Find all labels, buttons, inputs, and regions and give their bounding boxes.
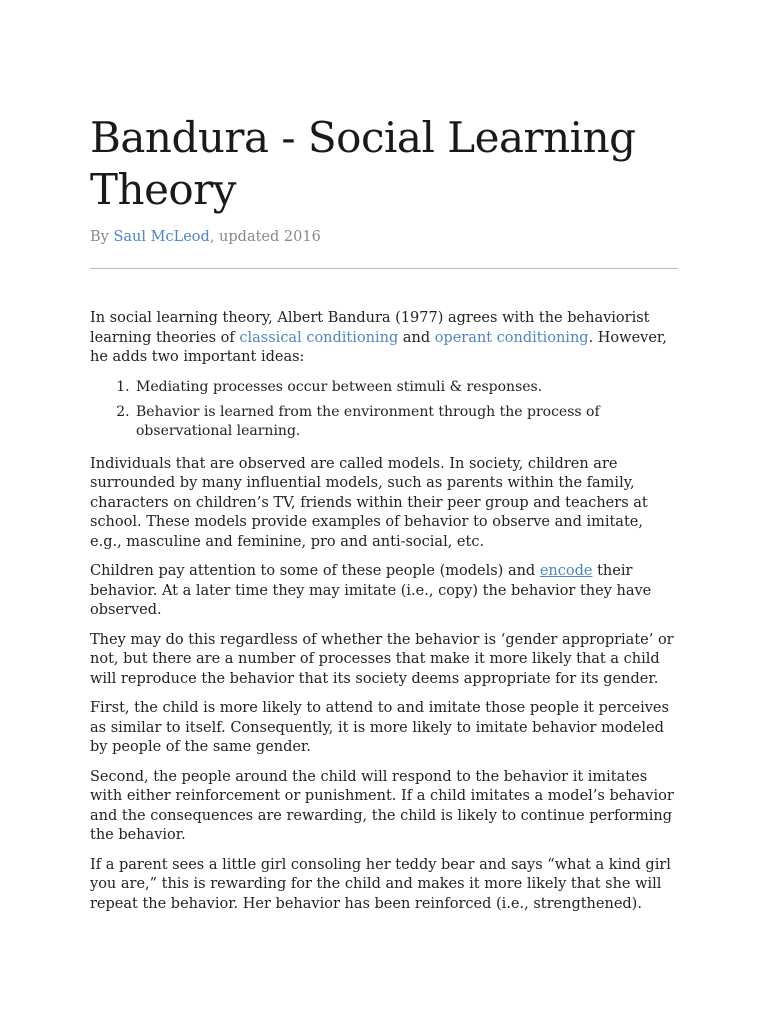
example-paragraph: If a parent sees a little girl consoling her teddy bear and says “what a kind girl you are,” this is rewarding for the child and makes it more likely that she will repeat the behavior. Her behavior has been reinforced (i.e., strengthened).: [90, 856, 671, 912]
models-paragraph: Individuals that are observed are called models. In society, children are surrounded by many influential models, such as parents within the family, characters on children’s TV, friends within their peer group and teachers at school. These models provide examples of behavior to observe and imitate, e.g., masculine and feminine, pro and anti-social, etc.: [90, 455, 648, 550]
similarity-paragraph: First, the child is more likely to attend to and imitate those people it perceives as similar to itself. Consequently, it is more likely to imitate behavior modeled by people of the same gender.: [90, 700, 669, 755]
divider: [90, 268, 678, 269]
intro-text-3: . However, he adds two important ideas:: [90, 329, 667, 365]
page-title: Bandura - Social Learning Theory: [90, 113, 636, 214]
intro-paragraph: [90, 309, 678, 368]
attention-text-2: their behavior. At a later time they may imitate (i.e., copy) the behavior they have observed.: [90, 563, 652, 618]
intro-text-2: and: [398, 329, 435, 346]
list-item: 1. Mediating processes occur between stimuli & responses.: [134, 378, 678, 397]
gender-paragraph: They may do this regardless of whether the behavior is ‘gender appropriate’ or not, but there are a number of processes that make it more likely that a child will reproduce the behavior that its society deems appropriate for its gender.: [90, 631, 674, 687]
attention-text-1: Children pay attention to some of these people (models) and: [90, 563, 540, 579]
author-link[interactable]: Saul McLeod: [113, 229, 210, 245]
ideas-list: [90, 378, 678, 441]
intro-text-1: In social learning theory, Albert Bandura (1977) agrees with the behaviorist learning theories of: [90, 310, 650, 346]
classical-conditioning-link[interactable]: classical conditioning: [239, 329, 399, 346]
attention-paragraph: [90, 562, 678, 621]
reinforcement-paragraph: Second, the people around the child will respond to the behavior it imitates with either reinforcement or punishment. If a child imitates a model’s behavior and the consequences are rewarding, the child is likely to continue performing the behavior.: [90, 768, 674, 843]
byline-suffix: , updated 2016: [209, 229, 321, 245]
article-body: [90, 309, 678, 914]
list-item: 2. Behavior is learned from the environment through the process of observational learning.: [134, 403, 678, 441]
operant-conditioning-link[interactable]: operant conditioning: [434, 329, 589, 346]
byline: [90, 226, 678, 248]
byline-prefix: By: [90, 229, 114, 245]
encode-link[interactable]: encode: [539, 563, 593, 579]
